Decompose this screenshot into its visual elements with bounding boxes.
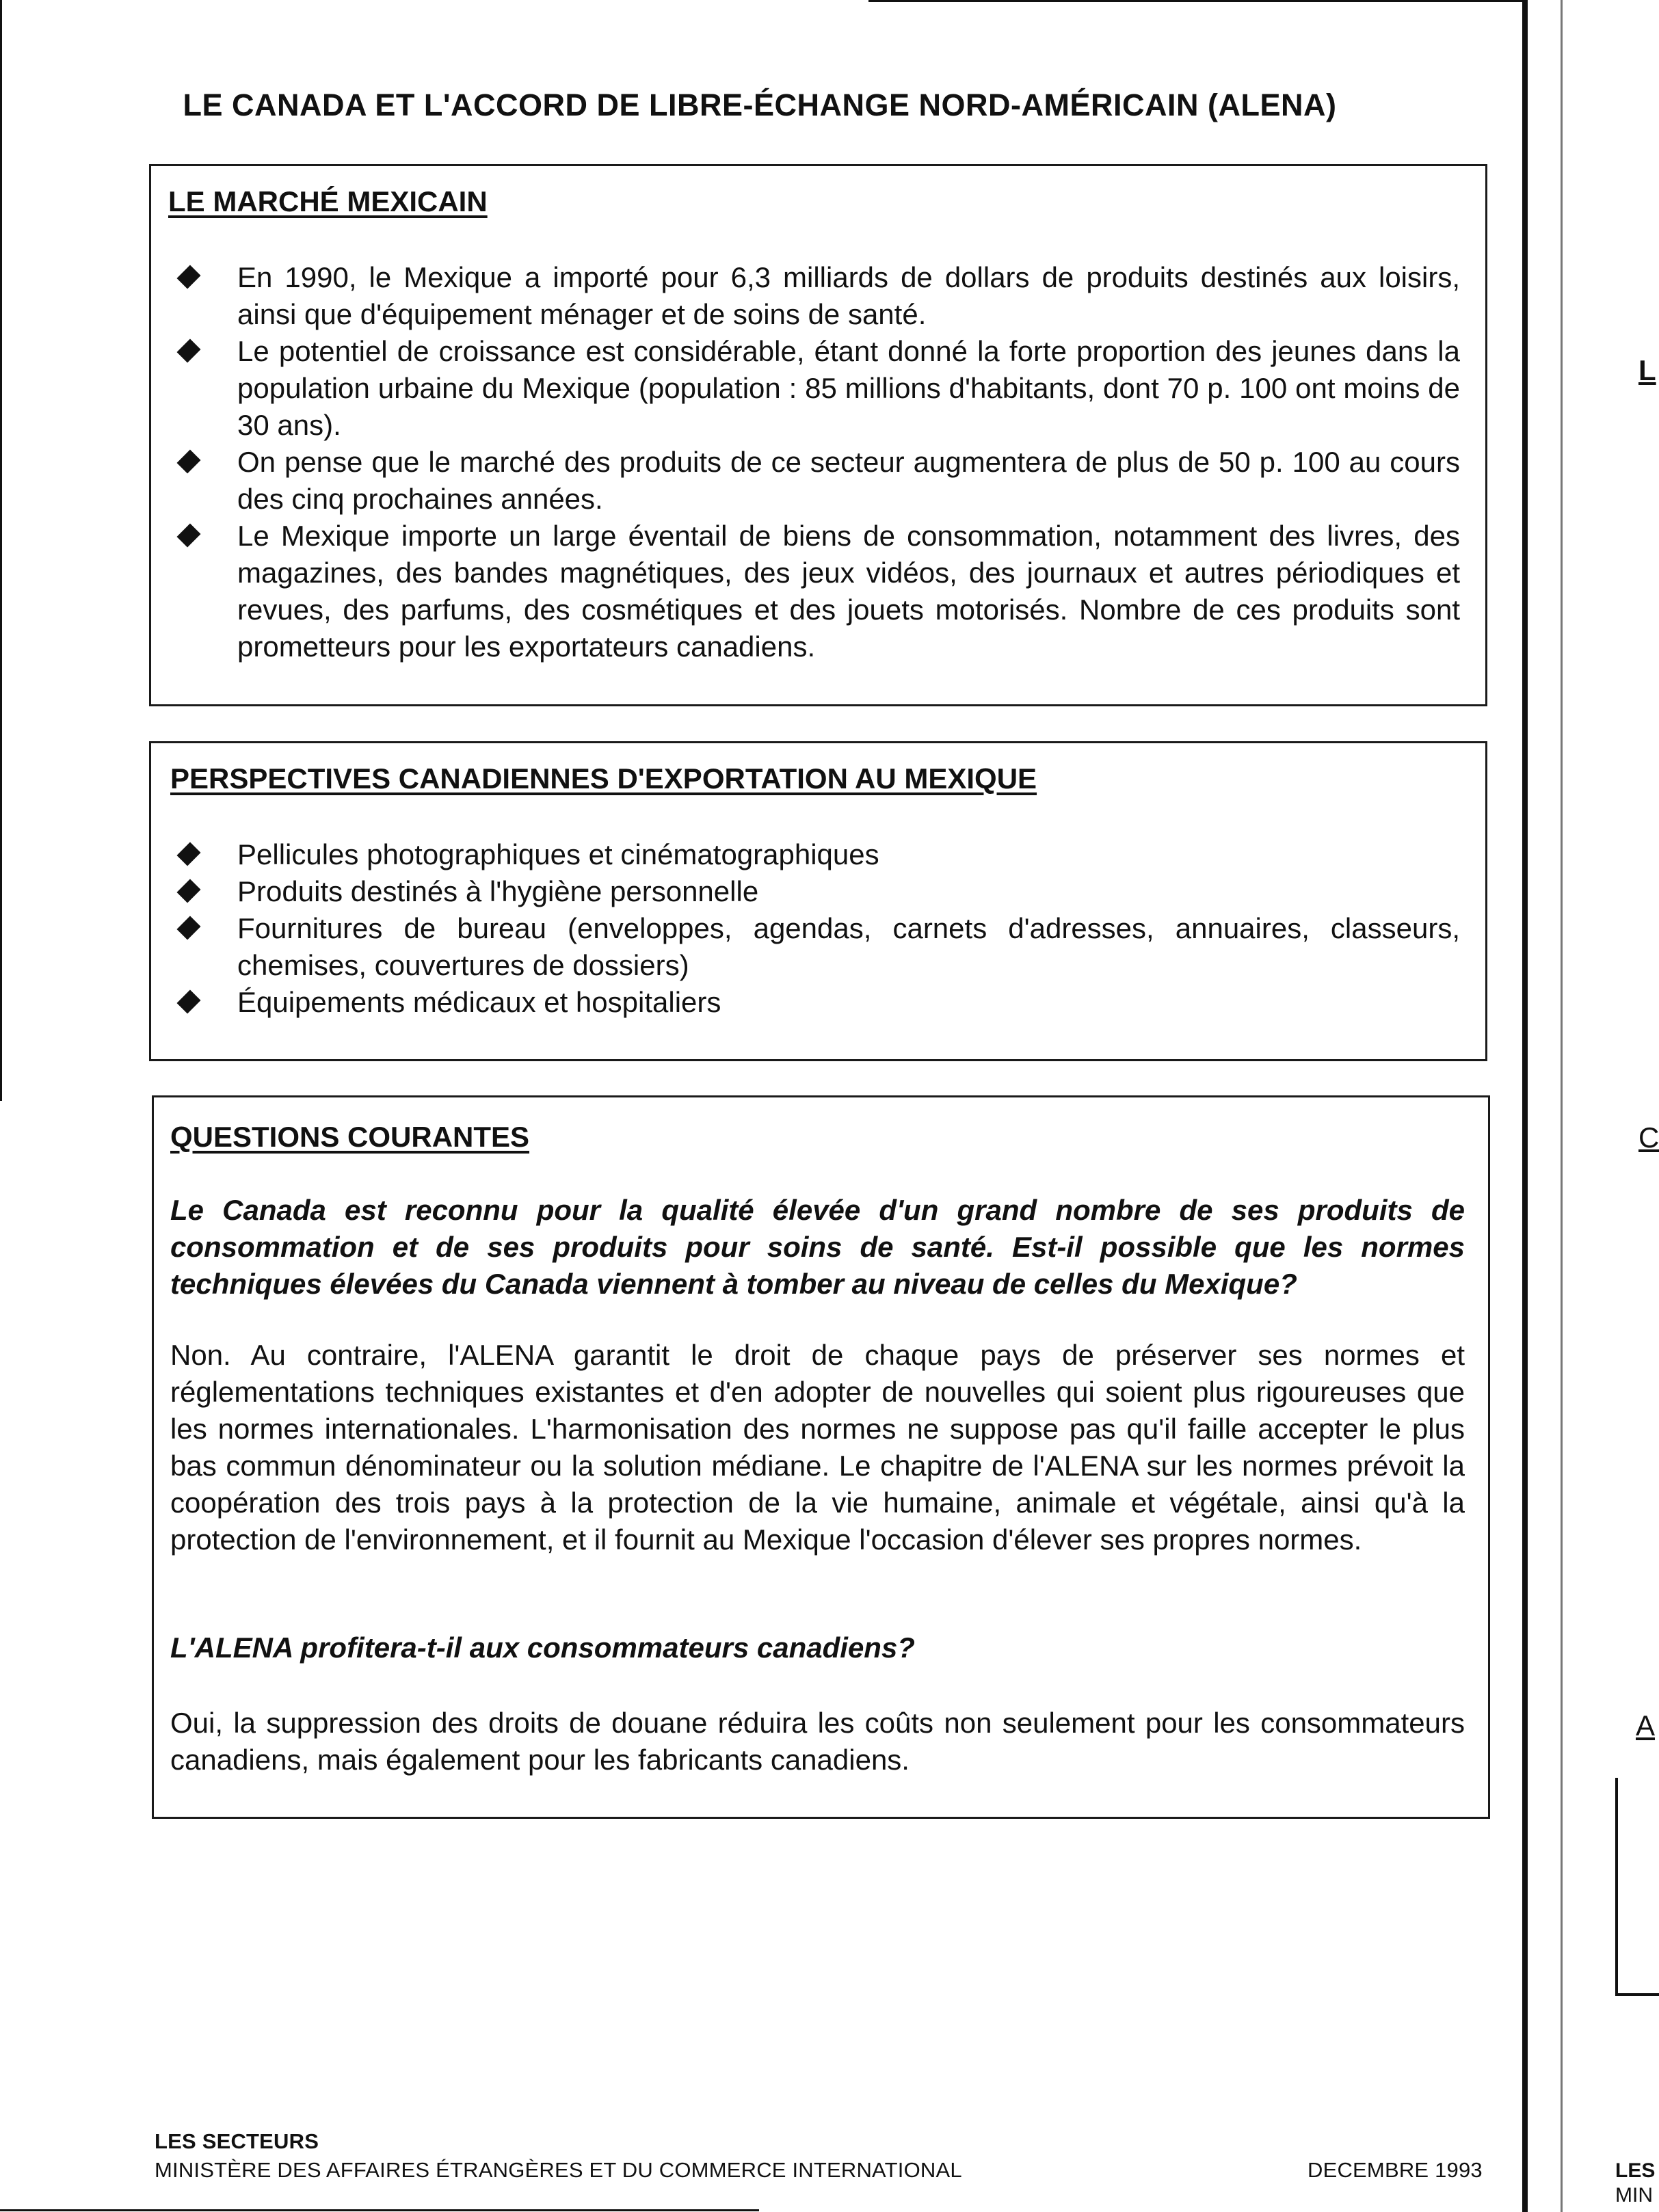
marche-mexicain-box — [149, 164, 1487, 706]
adjacent-page-fragment-c: C — [1638, 1121, 1659, 1154]
list-item-text: Équipements médicaux et hospitaliers — [237, 986, 721, 1018]
footer-ministry: MINISTÈRE DES AFFAIRES ÉTRANGÈRES ET DU COMMERCE INTERNATIONAL — [155, 2158, 962, 2182]
list-item — [166, 910, 1460, 984]
list-item — [166, 984, 1460, 1021]
marche-mexicain-list — [166, 259, 1460, 665]
list-item — [166, 259, 1460, 333]
marche-mexicain-heading: LE MARCHÉ MEXICAIN — [168, 185, 488, 217]
diamond-bullet-icon — [176, 338, 200, 362]
list-item — [166, 333, 1460, 444]
perspectives-list — [166, 836, 1460, 1021]
diamond-bullet-icon — [176, 265, 200, 289]
adjacent-box-left — [1615, 1778, 1618, 1995]
list-item — [166, 873, 1460, 910]
footer-date: DECEMBRE 1993 — [1308, 2158, 1483, 2182]
adjacent-page-fragment-a: A — [1636, 1709, 1656, 1742]
answer-1: Non. Au contraire, l'ALENA garantit le droit de chaque pays de préserver ses normes et réglementations techniques existantes et d'en adopter de nouvelles qui soient plus rigoureuses que les normes internationales. L'harmonisation des normes ne suppose pas qu'il faille accepter le plus bas commun dénominateur ou la solution médiane. Le chapitre de l'ALENA sur les normes prévoit la coopération des trois pays à la protection de la vie humaine, animale et végétale, ainsi qu'à la protection de l'environnement, et il fournit au Mexique l'occasion d'élever ses propres normes. — [170, 1339, 1465, 1556]
adjacent-page-fragment-les: LES — [1615, 2159, 1656, 2182]
left-edge-line — [0, 0, 2, 1101]
diamond-bullet-icon — [176, 916, 200, 940]
list-item — [166, 836, 1460, 873]
diamond-bullet-icon — [176, 523, 200, 547]
diamond-bullet-icon — [176, 879, 200, 903]
top-edge-line — [868, 0, 1525, 2]
list-item — [166, 444, 1460, 518]
questions-courantes-box — [152, 1095, 1490, 1819]
list-item-text: Le potentiel de croissance est considérable, étant donné la forte proportion des jeunes dans la population urbaine du Mexique (population : 85 millions d'habitants, dont 70 p. 100 ont moins de 30 ans). — [237, 335, 1460, 441]
list-item — [166, 518, 1460, 665]
list-item-text: Pellicules photographiques et cinématographiques — [237, 838, 879, 870]
list-item-text: Fournitures de bureau (enveloppes, agendas, carnets d'adresses, annuaires, classeurs, chemises, couvertures de dossiers) — [237, 912, 1460, 981]
questions-courantes-heading: QUESTIONS COURANTES — [170, 1121, 530, 1153]
page-fold-line — [1522, 0, 1528, 2212]
list-item-text: Produits destinés à l'hygiène personnelle — [237, 875, 759, 907]
diamond-bullet-icon — [176, 842, 200, 866]
question-1: Le Canada est reconnu pour la qualité élevée d'un grand nombre de ses produits de consommation et de ses produits pour soins de santé. Est-il possible que les normes techniques élevées du Canada viennent à tomber au niveau de celles du Mexique? — [170, 1194, 1465, 1300]
adjacent-page-fragment-min: MIN — [1615, 2184, 1653, 2207]
list-item-text: En 1990, le Mexique a importé pour 6,3 milliards de dollars de produits destinés aux loisirs, ainsi que d'équipement ménager et de soins de santé. — [237, 261, 1460, 330]
page-title: LE CANADA ET L'ACCORD DE LIBRE-ÉCHANGE NORD-AMÉRICAIN (ALENA) — [183, 88, 1337, 122]
list-item-text: Le Mexique importe un large éventail de biens de consommation, notamment des livres, des magazines, des bandes magnétiques, des jeux vidéos, des journaux et autres périodiques et revues, des parfums, des cosmétiques et des jouets motorisés. Nombre de ces produits sont prometteurs pour les exportateurs canadiens. — [237, 520, 1460, 663]
diamond-bullet-icon — [176, 989, 200, 1013]
list-item-text: On pense que le marché des produits de ce secteur augmentera de plus de 50 p. 100 au cours des cinq prochaines années. — [237, 446, 1460, 515]
question-2: L'ALENA profitera-t-il aux consommateurs canadiens? — [170, 1631, 915, 1664]
bottom-edge-line — [0, 2209, 759, 2211]
page-fold-thin-line — [1561, 0, 1563, 2212]
diamond-bullet-icon — [176, 449, 200, 473]
adjacent-page-fragment-l: L — [1638, 354, 1656, 386]
adjacent-box-bottom — [1615, 1993, 1659, 1996]
perspectives-heading: PERSPECTIVES CANADIENNES D'EXPORTATION AU MEXIQUE — [170, 762, 1037, 795]
answer-2: Oui, la suppression des droits de douane réduira les coûts non seulement pour les consommateurs canadiens, mais également pour les fabricants canadiens. — [170, 1707, 1465, 1776]
perspectives-box — [149, 741, 1487, 1061]
footer-series: LES SECTEURS — [155, 2129, 319, 2153]
